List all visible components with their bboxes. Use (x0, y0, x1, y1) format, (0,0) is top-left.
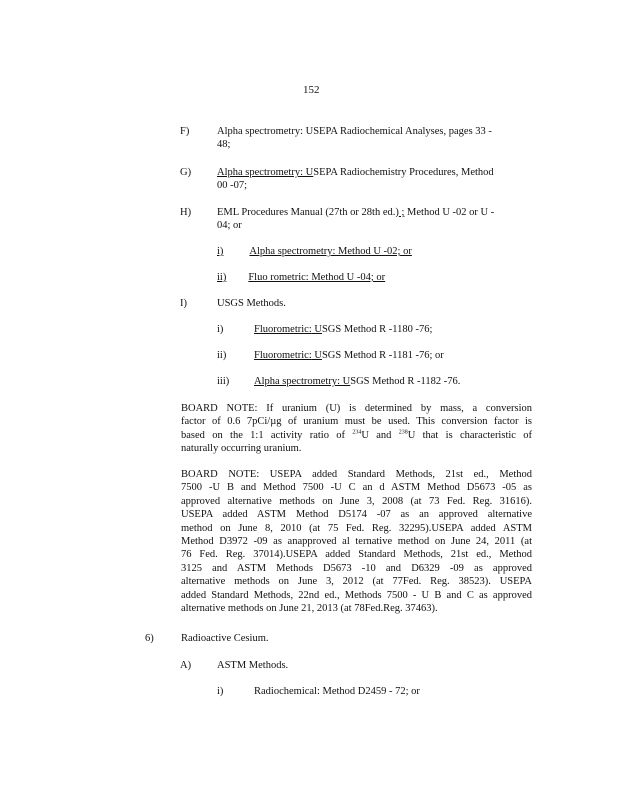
section-6-title: Radioactive Cesium. (181, 633, 269, 644)
item-f-line2: 48; (217, 139, 231, 150)
underlined-method: Alpha spectrometry: (254, 376, 341, 387)
board-note-2-line: USEPA added ASTM Method D5174 -07 as an approved alternative (181, 509, 532, 521)
superscript-234: 234 (352, 429, 362, 436)
board-note-2-line: approved alternative methods on June 3, 2008 (at 73 Fed. Reg. 31616). (181, 495, 532, 507)
item-h-line1 (217, 207, 494, 218)
board-note-2-line: alternative methods on June 3, 2012 (at 77Fed. Reg. 38523). USEPA (181, 576, 532, 588)
section-6-label: 6) (145, 633, 154, 644)
text-part: based on the 1:1 activity ratio of (181, 429, 346, 441)
item-i-text: USGS Methods. (217, 298, 286, 309)
item-h-sub-ii (217, 272, 385, 283)
underlined-u: U (311, 324, 322, 335)
board-note-1-line-isotopes (181, 429, 532, 442)
method-rest: SGS Method R -1181 -76; or (321, 350, 444, 361)
superscript-238: 238 (398, 429, 408, 436)
section-6a-title: ASTM Methods. (217, 660, 289, 671)
text-part: U that is characteristic of (407, 429, 532, 441)
board-note-2-line: added Standard Methods, 22nd ed., Methods 7500 - U B and C as approved (181, 589, 532, 601)
page-number: 152 (303, 84, 320, 96)
item-h-underlined-semicolon: ; (398, 207, 405, 218)
text-part: U and (361, 429, 392, 441)
item-f-line1: Alpha spectrometry: USEPA Radiochemical Analyses, pages 33 - (217, 126, 492, 137)
board-note-1-line: factor of 0.6 7pCi/µg of uranium must be used. This conversion factor is (181, 416, 532, 428)
item-i-sub-label-iii: iii) (217, 376, 230, 387)
item-label-f: F) (180, 126, 190, 137)
board-note-1-line: BOARD NOTE: If uranium (U) is determined by mass, a conversion (181, 403, 532, 414)
board-note-2-line: method on June 8, 2010 (at 75 Fed. Reg. 32295).USEPA added ASTM (181, 522, 532, 534)
method-rest: SGS Method R -1182 -76. (350, 376, 461, 387)
underlined-u: U (340, 376, 351, 387)
sub-label: i) (217, 246, 224, 257)
board-note-2-line: 7500 -U B and Method 7500 -U C an d ASTM Method D5673 -05 as (181, 482, 532, 494)
board-note-2-line: alternative methods on June 21, 2013 (at 78Fed.Reg. 37463). (181, 603, 438, 615)
section-6a-label: A) (180, 660, 192, 671)
board-note-2-line: BOARD NOTE: USEPA added Standard Methods, 21st ed., Method (181, 469, 532, 480)
item-g-line1 (217, 167, 494, 178)
item-g-rest-text: SEPA Radiochemistry Procedures, Method (313, 167, 494, 178)
board-note-1-line: naturally occurring uranium. (181, 443, 302, 455)
underlined-u: U (311, 350, 322, 361)
item-g-underlined-text: Alpha spectrometry: U (217, 167, 314, 178)
item-h-line2: 04; or (217, 220, 242, 231)
item-h-text: EML Procedures Manual (27th or 28th ed.) (217, 207, 399, 218)
item-i-sub-label-i: i) (217, 324, 224, 335)
board-note-2-line: Method D3972 -09 as anapproved al ternative method on June 24, 2011 (at (181, 536, 532, 548)
item-i-sub-label-ii: ii) (217, 350, 227, 361)
section-6a-i-text: Radiochemical: Method D2459 - 72; or (254, 686, 420, 697)
section-6a-i-label: i) (217, 686, 224, 697)
item-label-i: I) (180, 298, 187, 309)
item-i-sub-ii (254, 350, 444, 361)
item-h-sub-i (217, 246, 412, 257)
underlined-method: Fluorometric: (254, 350, 312, 361)
sub-text: Fluo rometric: Method U -04; or (248, 272, 386, 283)
item-label-h: H) (180, 207, 192, 218)
board-note-2-line: 76 Fed. Reg. 37014).USEPA added Standard Methods, 21st ed., Method (181, 549, 532, 561)
underlined-method: Fluorometric: (254, 324, 312, 335)
item-g-line2: 00 -07; (217, 180, 248, 191)
board-note-1 (181, 402, 532, 456)
item-label-g: G) (180, 167, 192, 178)
board-note-2 (181, 468, 532, 615)
sub-text: Alpha spectrometry: Method U -02; or (249, 246, 412, 257)
item-i-sub-i (254, 324, 432, 335)
method-rest: SGS Method R -1180 -76; (321, 324, 433, 335)
item-i-sub-iii (254, 376, 460, 387)
item-h-rest-text: Method U -02 or U - (404, 207, 495, 218)
board-note-2-line: 3125 and ASTM Methods D5673 -10 and D6329 -09 as approved (181, 562, 532, 574)
sub-label: ii) (217, 272, 227, 283)
